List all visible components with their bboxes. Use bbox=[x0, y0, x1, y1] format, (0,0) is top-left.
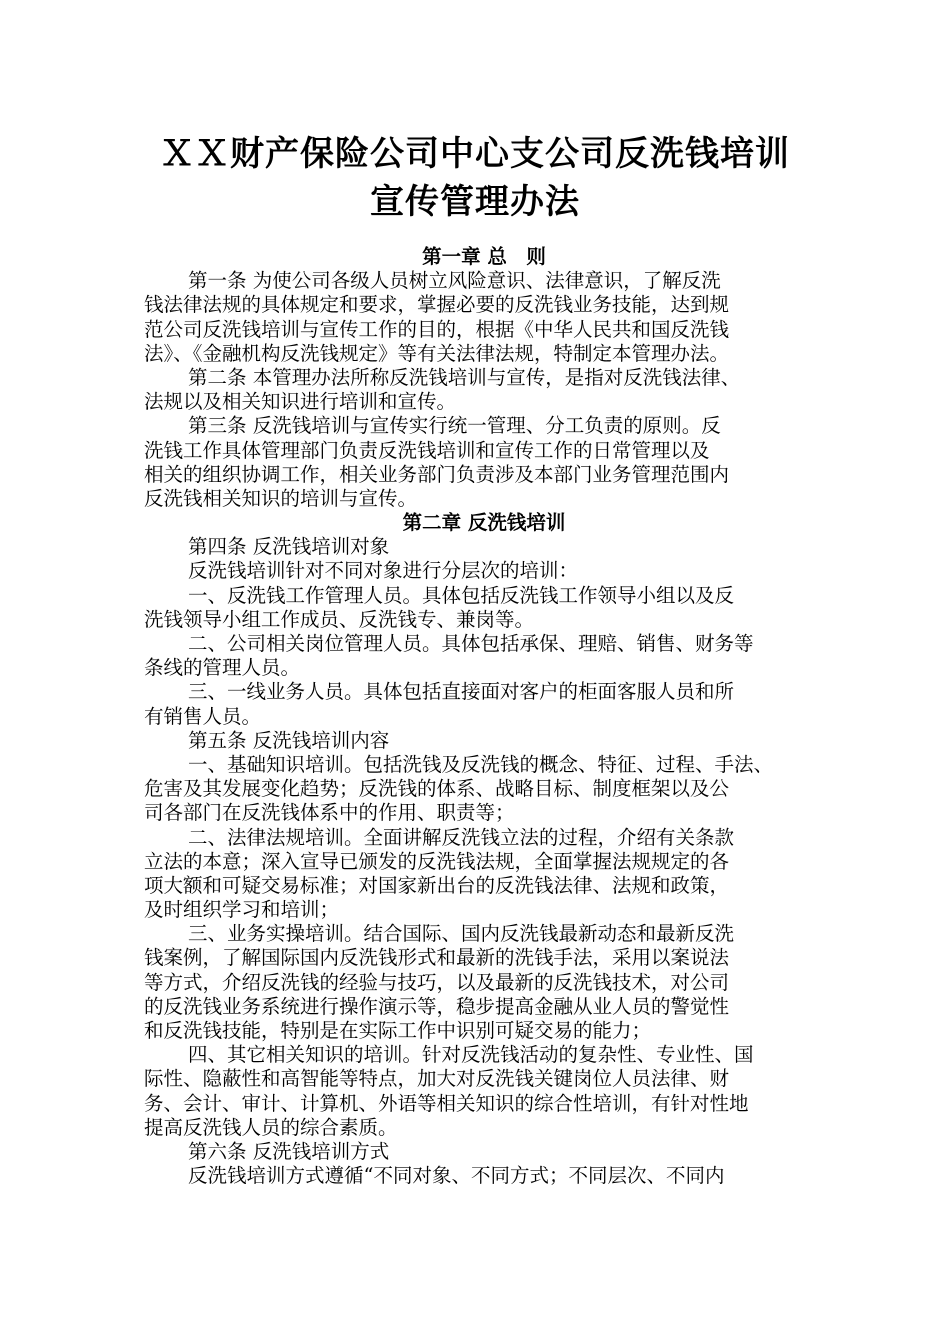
body-line: 第五条 反洗钱培训内容 bbox=[188, 728, 390, 752]
body-line: 和反洗钱技能，特别是在实际工作中识别可疑交易的能力； bbox=[144, 1019, 652, 1042]
body-line: 洗钱领导小组工作成员、反洗钱专、兼岗等。 bbox=[144, 607, 535, 631]
body-line: 三、业务实操培训。结合国际、国内反洗钱最新动态和最新反洗 bbox=[188, 922, 735, 946]
body-line: 第六条 反洗钱培训方式 bbox=[188, 1139, 390, 1163]
body-line: 一、反洗钱工作管理人员。具体包括反洗钱工作领导小组以及反 bbox=[188, 583, 735, 607]
body-line: 第三条 反洗钱培训与宣传实行统一管理、分工负责的原则。反 bbox=[188, 414, 721, 438]
body-line: 司各部门在反洗钱体系中的作用、职责等； bbox=[144, 801, 515, 825]
body-line: 的反洗钱业务系统进行操作演示等，稳步提高金融从业人员的警觉性 bbox=[144, 994, 730, 1018]
body-line: 立法的本意；深入宣导已颁发的反洗钱法规，全面掌握法规规定的各 bbox=[144, 849, 730, 873]
chapter-heading: 第一章 总 则 bbox=[422, 245, 546, 268]
body-line: 洗钱工作具体管理部门负责反洗钱培训和宣传工作的日常管理以及 bbox=[144, 438, 710, 462]
body-line: 第二条 本管理办法所称反洗钱培训与宣传，是指对反洗钱法律、 bbox=[188, 365, 741, 389]
body-line: 第一条 为使公司各级人员树立风险意识、法律意识，了解反洗 bbox=[188, 269, 721, 293]
body-line: 及时组织学习和培训； bbox=[144, 898, 340, 922]
body-line: 钱案例，了解国际国内反洗钱形式和最新的洗钱手法，采用以案说法 bbox=[144, 946, 730, 970]
body-line: 法规以及相关知识进行培训和宣传。 bbox=[144, 390, 457, 414]
body-line: 反洗钱培训针对不同对象进行分层次的培训： bbox=[188, 559, 579, 583]
body-line: 法》、《金融机构反洗钱规定》等有关法律法规，特制定本管理办法。 bbox=[144, 341, 730, 365]
body-line: 危害及其发展变化趋势；反洗钱的体系、战略目标、制度框架以及公 bbox=[144, 777, 730, 801]
body-line: 反洗钱培训方式遵循“不同对象、不同方式；不同层次、不同内 bbox=[188, 1164, 725, 1188]
body-line: 有销售人员。 bbox=[144, 704, 262, 728]
body-line: 相关的组织协调工作，相关业务部门负责涉及本部门业务管理范围内 bbox=[144, 462, 730, 486]
body-line: 第四条 反洗钱培训对象 bbox=[188, 535, 390, 559]
body-line: 提高反洗钱人员的综合素质。 bbox=[144, 1115, 398, 1139]
body-line: 际性、隐蔽性和高智能等特点，加大对反洗钱关键岗位人员法律、财 bbox=[144, 1067, 730, 1091]
chapter-heading: 第二章 反洗钱培训 bbox=[402, 511, 566, 535]
document-body bbox=[144, 245, 824, 1188]
body-line: 项大额和可疑交易标准；对国家新出台的反洗钱法律、法规和政策， bbox=[144, 873, 730, 897]
body-line: 一、基础知识培训。包括洗钱及反洗钱的概念、特征、过程、手法、 bbox=[188, 752, 774, 776]
body-line: 二、法律法规培训。全面讲解反洗钱立法的过程，介绍有关条款 bbox=[188, 825, 735, 849]
body-line: 等方式，介绍反洗钱的经验与技巧，以及最新的反洗钱技术，对公司 bbox=[144, 970, 730, 994]
body-line: 二、公司相关岗位管理人员。具体包括承保、理赔、销售、财务等 bbox=[188, 632, 754, 655]
body-line: 条线的管理人员。 bbox=[144, 656, 301, 680]
document-title-line-2: 宣传管理办法 bbox=[370, 182, 580, 222]
document-title-line-1: ＸＸ财产保险公司中心支公司反洗钱培训 bbox=[160, 134, 790, 174]
body-line: 范公司反洗钱培训与宣传工作的目的，根据《中华人民共和国反洗钱 bbox=[144, 317, 730, 341]
body-line: 三、一线业务人员。具体包括直接面对客户的柜面客服人员和所 bbox=[188, 680, 735, 704]
body-line: 四、其它相关知识的培训。针对反洗钱活动的复杂性、专业性、国 bbox=[188, 1043, 754, 1067]
body-line: 反洗钱相关知识的培训与宣传。 bbox=[144, 486, 418, 510]
body-line: 务、会计、审计、计算机、外语等相关知识的综合性培训，有针对性地 bbox=[144, 1091, 749, 1115]
body-line: 钱法律法规的具体规定和要求，掌握必要的反洗钱业务技能，达到规 bbox=[144, 293, 730, 317]
